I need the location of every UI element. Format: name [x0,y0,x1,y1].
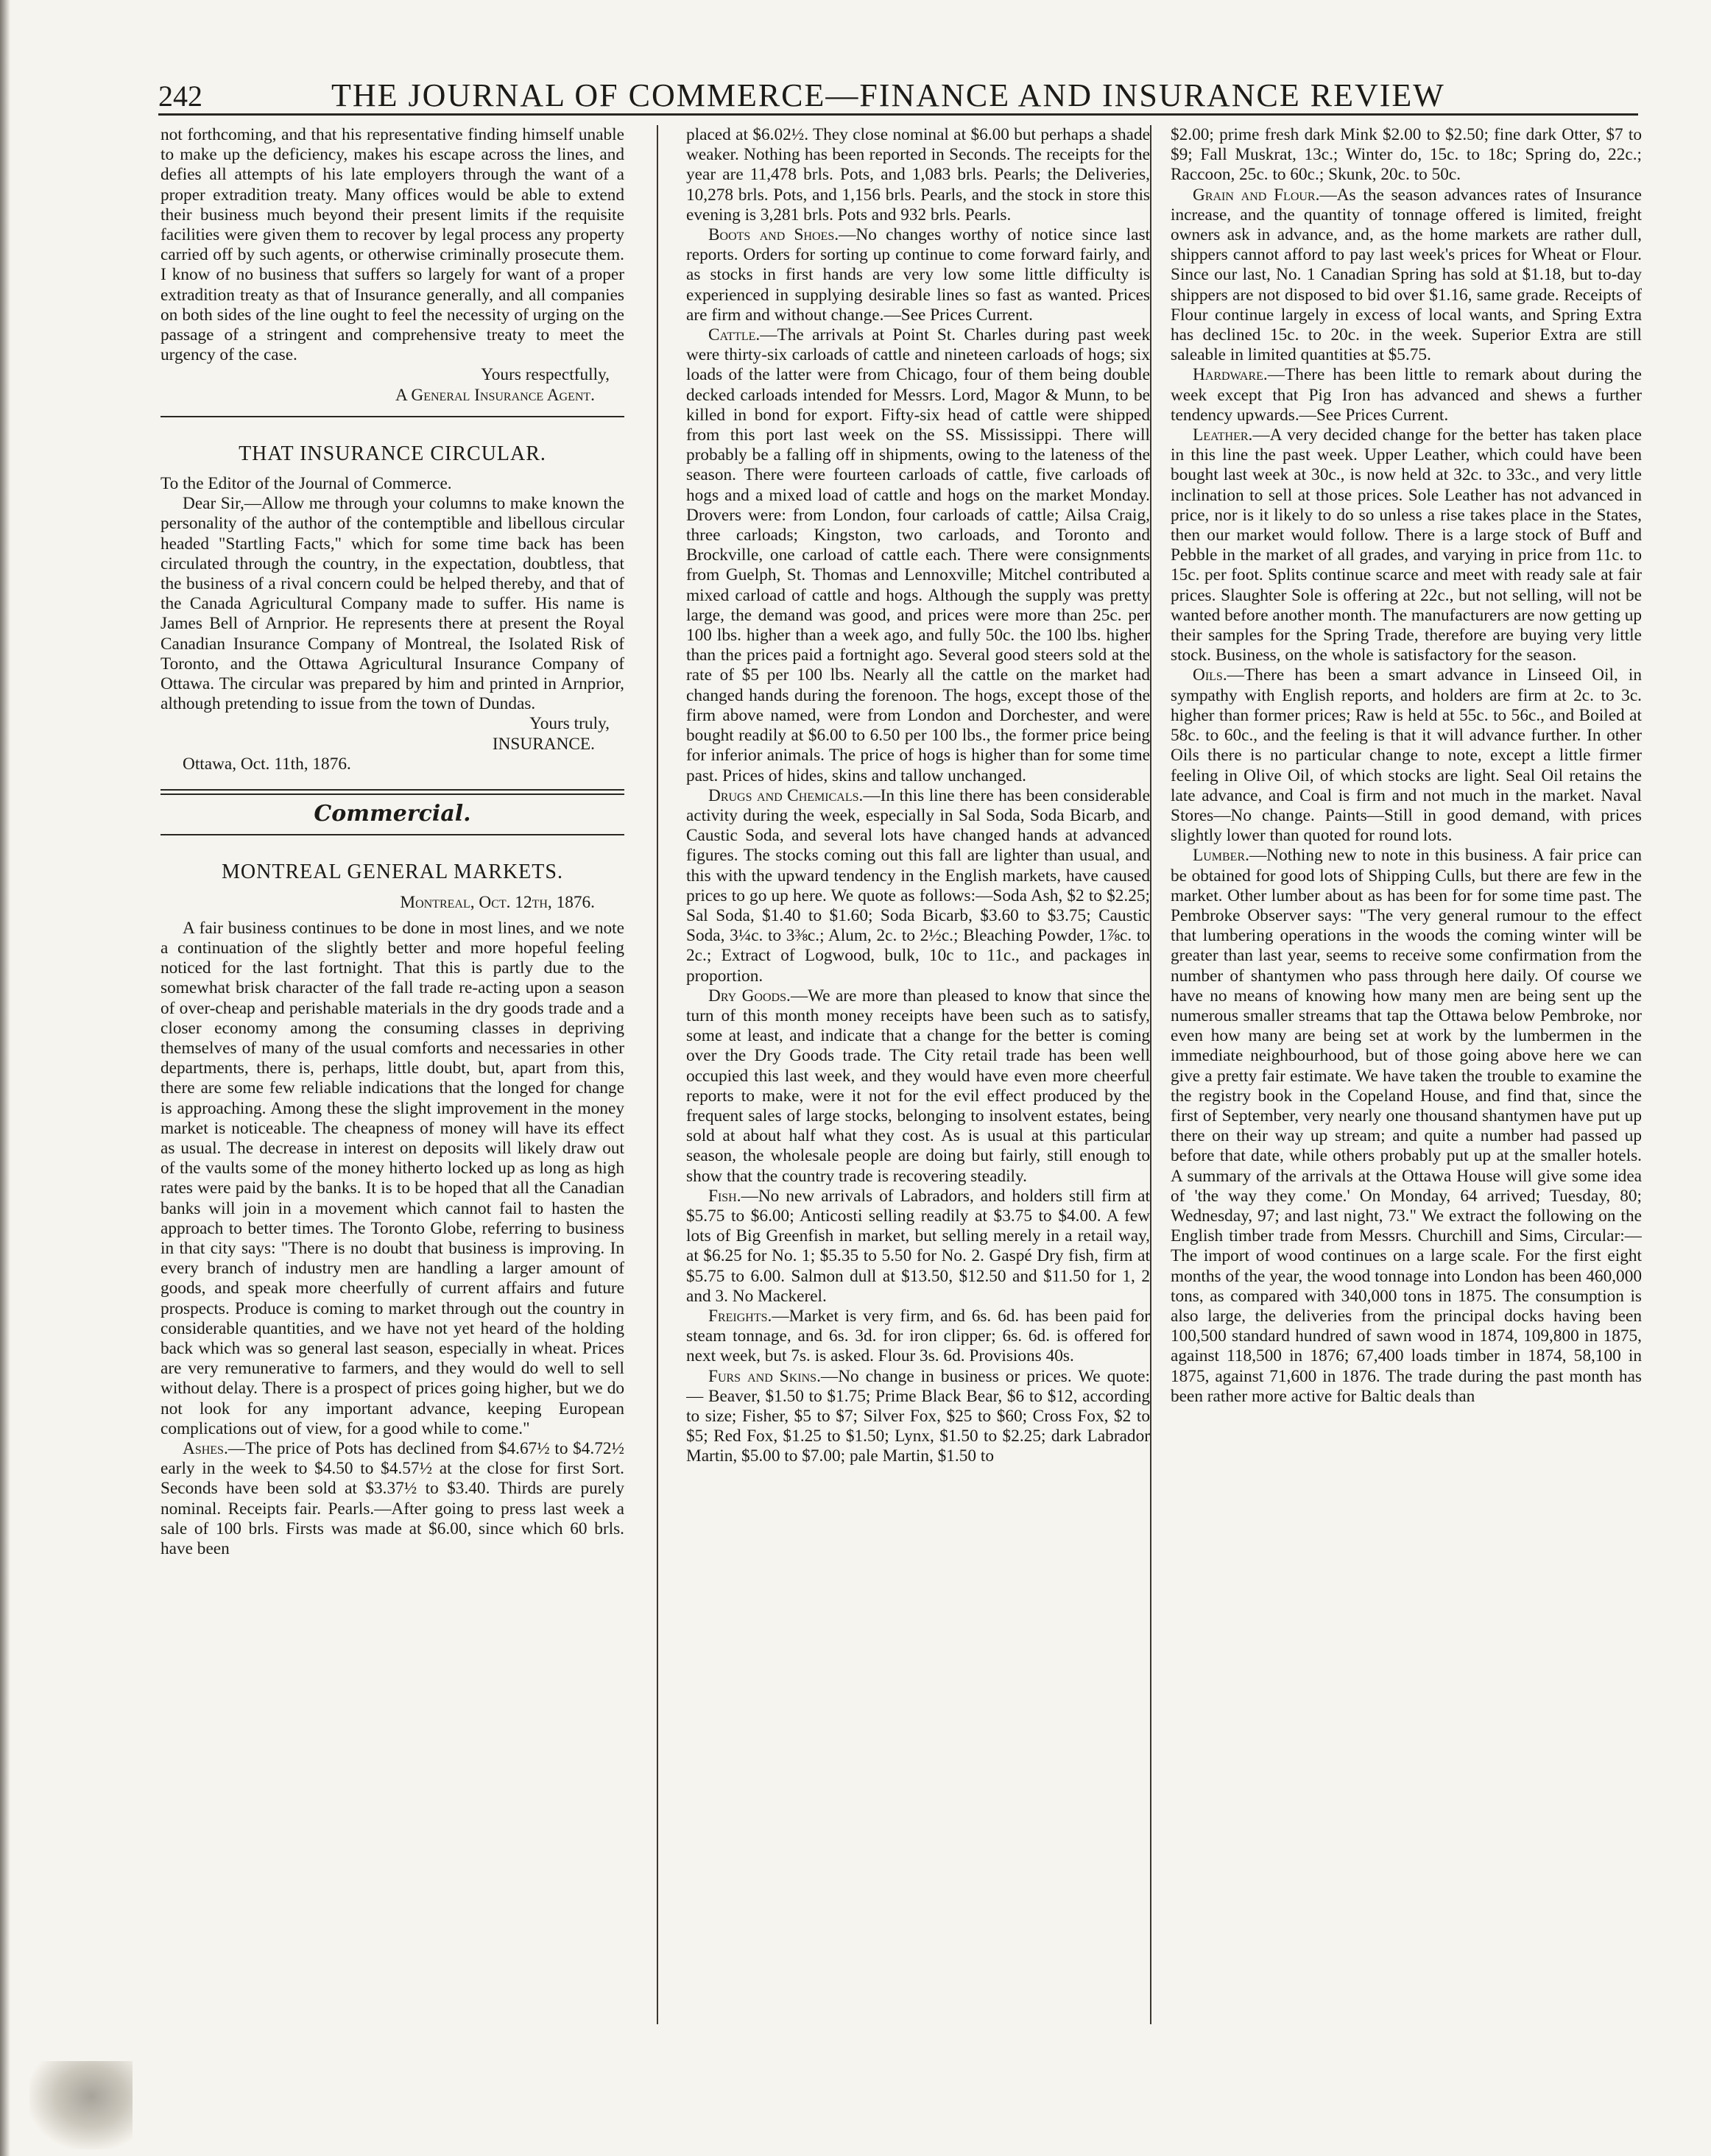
letter-closing: Yours respectfully, [481,365,610,385]
market-keyword: Boots and Shoes. [708,225,839,245]
market-keyword: Drugs and Chemicals. [708,785,864,805]
market-boots-paragraph [686,225,1150,325]
double-divider [160,789,624,795]
market-hardware-paragraph [1171,365,1642,425]
market-keyword: Freights. [708,1306,772,1326]
market-keyword: Furs and Skins. [708,1366,821,1386]
market-text: —We are more than pleased to know that since the turn of this month money receipts have been such as to satisfy, some at least, and indicate that a change for the better is coming over the Dry Goods trade. The City retail trade has been well occupied this last week, and they would have even more cheerful reports to make, were it not for the evil effect produced by the frequent sales of large stocks, belonging to insolvent estates, being sold at about half what they cost. As is usual at this particular season, the wholesale people are doing but fairly, still enough to show that the country trade is recovering steadily. [686,986,1150,1186]
market-keyword: Hardware. [1193,365,1268,385]
market-ashes-paragraph [160,1439,624,1559]
market-cattle-paragraph [686,325,1150,786]
market-keyword: Oils. [1193,665,1227,685]
market-text: —No changes worthy of notice since last reports. Orders for sorting up continue to come forward fairly, and as stocks in first hands are very low some little difficulty is experienced in supplying desirable lines so fast as wanted. Prices are firm and without change.—See Prices Current. [686,225,1150,325]
article-paragraph: A fair business continues to be done in most lines, and we note a continuation of the slightly better and more hopeful feeling noticed for the last fortnight. That this is partly due to the somewhat brisk character of the fall trade re-acting upon a season of over-cheap and perishable materials in the dry goods trade and a closer economy among the consuming classes in depriving themselves of many of the usual comforts and necessaries in other departments, there is, perhaps, little doubt, but, apart from this, there are some few reliable indications that the longed for change is approaching. Among these the slight improvement in the money market is noticeable. The cheapness of money will have its effect as usual. The decrease in interest on deposits will likely draw out of the vaults some of the money hitherto locked up as long as high rates were paid by the banks. It is to be hoped that all the Canadian banks will join in a movement which cannot fail to hasten the approach to better times. The Toronto Globe, referring to business in that city says: "There is no doubt that business is improving. In every branch of industry men are handling a larger amount of goods, and speak more cheerfully of current affairs and future prospects. Produce is coming to market through out the country in considerable quantities, and we have not yet heard of the holding back which was so general last season, especially in wheat. Prices are very remunerative to farmers, and they would do well to sell without delay. There is a prospect of prices going higher, but we do not look for any important advance, keeping European complications out of view, for a good while to come." [160,918,624,1438]
letter-paragraph: not forthcoming, and that his representative finding himself unable to make up the deficiency, makes his escape across the lines, and defies all attempts of his late employers through the want of a proper extradition treaty. Many offices would be able to extend their business much beyond their present limits if the requisite facilities were given them to recover by legal process any property carried off by such agents, or otherwise criminally prosecute them. I know of no business that suffers so largely for want of a proper extradition treaty as that of Insurance generally, and all companies on both sides of the line ought to feel the necessity of urging on the passage of a stringent and comprehensive treaty to meet the urgency of the case. [160,125,624,365]
market-oils-paragraph [1171,665,1642,846]
market-freights-paragraph [686,1307,1150,1367]
letter-signature: A General Insurance Agent. [395,385,595,405]
letter-signature: INSURANCE. [492,734,595,754]
market-keyword: Ashes. [183,1438,228,1458]
letter-closing: Yours truly, [529,714,610,734]
market-keyword: Fish. [708,1186,741,1206]
market-keyword: Cattle. [708,325,761,345]
article-paragraph: placed at $6.02½. They close nominal at $6.00 but perhaps a shade weaker. Nothing has been reported in Seconds. The receipts for the year are 11,478 brls. Pots, and 1,083 brls. Pearls; the Deliveries, 10,278 brls. Pots, and 1,156 brls. Pearls, and the stock in store this evening is 3,281 brls. Pots and 932 brls. Pearls. [686,125,1150,225]
column-3 [1171,125,1642,2032]
page-header [158,77,1638,116]
page-edge-shadow [0,0,10,2156]
market-lumber-paragraph [1171,846,1642,1407]
journal-title: THE JOURNAL OF COMMERCE—FINANCE AND INSURANCE REVIEW [331,77,1445,113]
divider [160,834,624,835]
column-rule-1 [657,125,658,2024]
market-keyword: Lumber. [1193,846,1249,866]
article-paragraph: $2.00; prime fresh dark Mink $2.00 to $2.50; fine dark Otter, $7 to $9; Fall Muskrat, 13c.; Winter do, 15c. to 18c; Spring do, 22c.; Raccoon, 25c. to 60c.; Skunk, 20c. to 50c. [1171,125,1642,185]
column-1 [160,125,624,2032]
market-text: —There has been little to remark about during the week except that Pig Iron has advanced and shews a further tendency upwards.—See Prices Current. [1171,365,1642,425]
market-grain-paragraph [1171,185,1642,366]
column-2 [686,125,1150,2032]
page-number: 242 [158,79,202,113]
market-text: —Market is very firm, and 6s. 6d. has been paid for steam tonnage, and 6s. 3d. for iron clipper; 6s. 6d. is offered for next week, but 7s. is asked. Flour 3s. 6d. Provisions 40s. [686,1306,1150,1366]
market-text: —No new arrivals of Labradors, and holders still firm at $5.75 to $6.00; Anticosti selling readily at $3.75 to $4.00. A few lots of Big Greenfish in market, but selling merely in a retail way, at $6.25 for No. 1; $5.35 to 5.50 for No. 2. Gaspé Dry fish, firm at $5.75 to 6.00. Salmon dull at $13.50, $12.50 and $11.50 for 1, 2 and 3. No Mackerel. [686,1186,1150,1306]
market-text: —In this line there has been considerable activity during the week, especially in Sal Soda, Soda Bicarb, and Caustic Soda, and several lots have changed hands at advanced figures. The stocks coming out this fall are lighter than usual, and this with the upward tendency in the English markets, have caused prices to go up here. We quote as follows:—Soda Ash, $2 to $2.25; Sal Soda, $1.40 to $1.60; Soda Bicarb, $3.60 to $3.75; Caustic Soda, 3¼c. to 3⅜c.; Alum, 2c. to 2½c.; Bleaching Powder, 1⅞c. to 2c.; Extract of Logwood, bulk, 10c to 11c., and packages in proportion. [686,785,1150,986]
market-dateline: Montreal, Oct. 12th, 1876. [400,892,595,912]
market-keyword: Grain and Flour. [1193,185,1320,205]
market-drygoods-paragraph [686,986,1150,1187]
market-drugs-paragraph [686,786,1150,986]
market-text: —The price of Pots has declined from $4.67½ to $4.72½ early in the week to $4.50 to $4.57½ at the close for first Sort. Seconds have been sold at $3.37½ to $3.40. Thirds are purely nominal. Receipts fair. Pearls.—After going to press last week a sale of 100 brls. Firsts was made at $6.00, since which 60 brls. have been [160,1438,624,1558]
market-text: —The arrivals at Point St. Charles during past week were thirty-six carloads of cattle and nineteen carloads of hogs; six loads of the latter were from Chicago, four of them being double decked carloads intended for Messrs. Lord, Magor & Munn, to be killed in bond for export. Fifty-six head of cattle were shipped from this port last week on the SS. Mississippi. There will probably be a falling off in shipments, owing to the lateness of the season. There were fourteen carloads of cattle, five carloads of hogs and a mixed load of cattle and hogs on the market Monday. Drovers were: from London, four carloads of cattle; Ailsa Craig, three carloads; Kingston, two carloads, and Toronto and Brockville, one carload of cattle each. There were consignments from Guelph, St. Thomas and Lennoxville; Mitchel contributed a mixed carload of cattle and hogs. Although the supply was pretty large, the demand was good, and prices were more than 25c. per 100 lbs. higher than a week ago, and fully 50c. the 100 lbs. higher than the prices paid a fortnight ago. Several good steers sold at the rate of $5 per 100 lbs. Nearly all the cattle on the market had changed hands during the forenoon. The hogs, except those of the firm above named, were from London and Dorchester, and were bought readily at $6.00 to 6.50 per 100 lbs., the former price being for inferior animals. The price of hogs is higher than for some time past. Prices of hides, skins and tallow unchanged. [686,325,1150,785]
market-text: —A very decided change for the better has taken place in this line the past week. Upper Leather, which could have been bought last week at 30c., is now held at 32c. to 33c., and very little inclination to sell at those prices. Sole Leather has not advanced in price, nor is it likely to do so unless a rise takes place in the States, then our market would follow. There is a large stock of Buff and Pebble in the market of all grades, and varying in price from 11c. to 15c. per foot. Splits continue scarce and meet with ready sale at fair prices. Slaughter Sole is offering at 22c., but not selling, will not be wanted before another month. The manufacturers are now getting up their samples for the Spring Trade, therefore are buying very little stock. Business, on the whole is satisfactory for the season. [1171,425,1642,665]
editor-line: To the Editor of the Journal of Commerce. [160,474,452,494]
section-title-commercial: Commercial. [314,801,471,827]
paper-stain [29,2061,133,2149]
market-text: —Nothing new to note in this business. A fair price can be obtained for good lots of Shipping Culls, but there are few in the market. Other lumber about as has been for for some time past. The Pembroke Observer says: "The very general rumour to the effect that lumbering operations in the woods the coming winter will be greater than last year, seems to receive some confirmation from the number of shantymen who pass through here daily. Of course we have no means of knowing how many men are being sent up the numerous smaller streams that tap the Ottawa below Pembroke, nor even how many are being set at work by the lumbermen in the immediate neighbourhood, but of those going above here we can give a pretty fair estimate. We have taken the trouble to examine the the registry book in the Copeland House, and find that, since the first of September, very nearly one thousand shantymen have put up there on their way up stream; and quite a number had passed up before that date, while others probably put up at the smaller hotels. A summary of the arrivals at the Ottawa House will give some idea of 'the way they come.' On Monday, 64 arrived; Tuesday, 80; Wednesday, 97; and last night, 73." We extract the following on the English timber trade from Messrs. Churchill and Sims, Circular:—The import of wood continues on a large scale. For the first eight months of the year, the wood tonnage into London has been 460,000 tons, as compared with 340,000 tons in 1875. The consumption is also large, the deliveries from the principal docks having been 100,500 standard hundred of sawn wood in 1874, 109,800 in 1875, against 118,500 in 1876; 67,400 loads timber in 1874, 58,100 in 1875, against 71,600 in 1876. The trade during the past month has been rather more active for Baltic deals than [1171,846,1642,1406]
column-rule-2 [1150,125,1151,2024]
headline-insurance-circular: THAT INSURANCE CIRCULAR. [239,442,546,465]
letter-dateline: Ottawa, Oct. 11th, 1876. [183,754,351,774]
market-leather-paragraph [1171,425,1642,665]
market-text: —No change in business or prices. We quote: — Beaver, $1.50 to $1.75; Prime Black Bear, $6 to $12, according to size; Fisher, $5 to $7; Silver Fox, $25 to $60; Cross Fox, $2 to $5; Red Fox, $1.25 to $1.50; Lynx, $1.50 to $2.25; dark Labrador Martin, $5.00 to $7.00; pale Martin, $1.50 to [686,1366,1150,1466]
market-text: —There has been a smart advance in Linseed Oil, in sympathy with English reports, and holders are firm at 2c. to 3c. higher than former prices; Raw is held at 55c. to 56c., and Boiled at 58c. to 60c., and the feeling is that it will advance further. In other Oils there is no particular change to note, except a little firmer feeling in Olive Oil, of which stocks are light. Seal Oil retains the late advance, and Coal is firm and not much in the market. Naval Stores—No change. Paints—Still in good demand, with prices slightly lower than quoted for round lots. [1171,665,1642,846]
letter-paragraph: Dear Sir,—Allow me through your columns to make known the personality of the author of the contemptible and libellous circular headed "Startling Facts," which for some time back has been circulated through the country, in the expectation, doubtless, that the business of a rival concern could be helped thereby, and that of the Canada Agricultural Company made to suffer. His name is James Bell of Arnprior. He represents there at present the Royal Canadian Insurance Company of Montreal, the Isolated Risk of Toronto, and the Ottawa Agricultural Insurance Company of Ottawa. The circular was prepared by him and printed in Arnprior, although pretending to issue from the town of Dundas. [160,494,624,714]
divider [160,416,624,417]
market-furs-paragraph [686,1367,1150,1467]
market-keyword: Leather. [1193,425,1253,445]
market-text: —As the season advances rates of Insurance increase, and the quantity of tonnage offered is limited, freight owners ask in advance, and, as the home markets are rather dull, shippers cannot afford to pay last week's prices for Wheat or Flour. Since our last, No. 1 Canadian Spring has sold at $1.18, but to-day shippers are not disposed to bid over $1.16, same grade. Receipts of Flour continue largely in excess of local wants, and Spring Extra has declined 15c. to 20c. in the week. Superior Extra are still saleable in limited quantities at $5.75. [1171,185,1642,365]
market-keyword: Dry Goods. [708,986,791,1005]
headline-montreal-markets: MONTREAL GENERAL MARKETS. [222,860,563,884]
market-fish-paragraph [686,1187,1150,1307]
